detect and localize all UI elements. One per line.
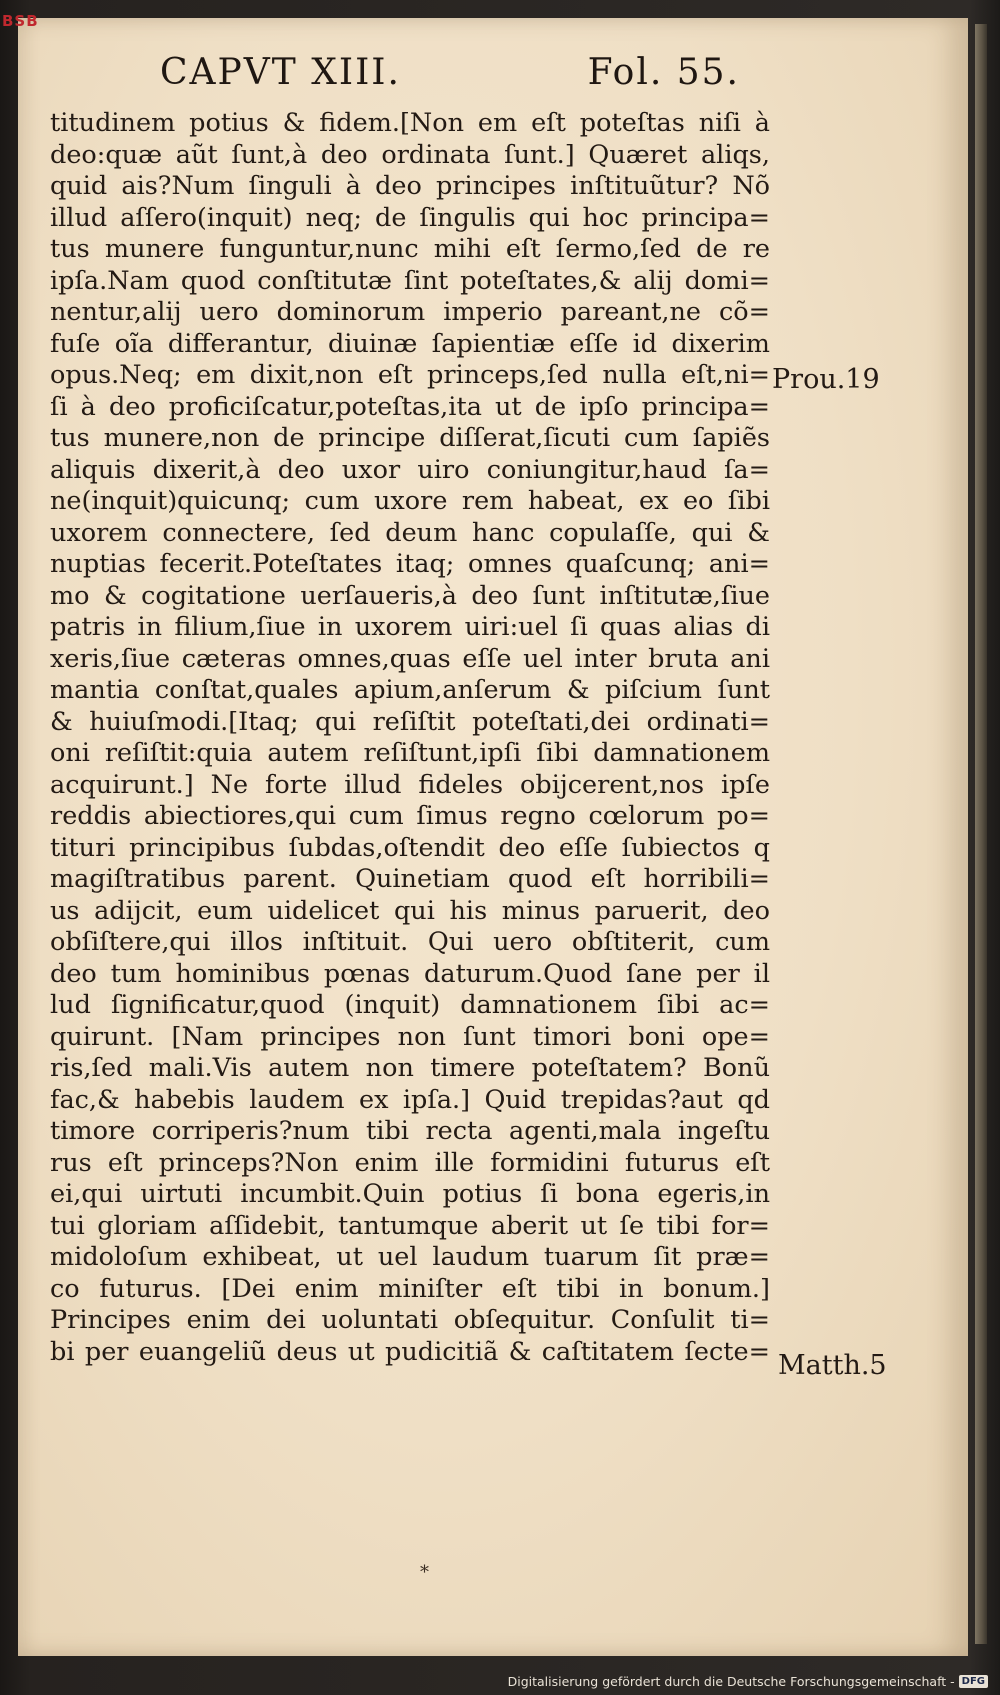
text-line: & huiuſmodi.[Itaq; qui reſiſtit poteſtati,dei ordinati= (50, 706, 770, 737)
text-line: titudinem potius & fidem.[Non em eſt poteſtas niſi à (50, 108, 770, 138)
text-line: fac,& habebis laudem ex ipſa.] Quid trepidas?aut qd (50, 1084, 770, 1115)
footer-text: Digitalisierung gefördert durch die Deutsche Forschungsgemeinschaft - (507, 1673, 955, 1689)
text-line: nuptias fecerit.Poteſtates itaq; omnes quaſcunq; ani= (50, 549, 770, 579)
page-edge (975, 24, 987, 1644)
text-line: midoloſum exhibeat, ut uel laudum tuarum ſit præ= (50, 1242, 770, 1272)
dfg-logo: DFG (959, 1675, 988, 1688)
text-line: quid ais?Num ſinguli à deo principes inſtituũtur? Nõ (50, 171, 770, 201)
text-line: timore corriperis?num tibi recta agenti,mala ingeſtu (50, 1116, 770, 1146)
text-line: illud aſſero(inquit) neq; de ſingulis qui hoc principa= (50, 202, 770, 233)
text-line: aliquis dixerit,à deo uxor uiro coniungitur,haud ſa= (50, 454, 770, 485)
text-line: patris in filium,ſiue in uxorem uiri:uel ſi quas alias di (50, 612, 770, 642)
text-line: ne(inquit)quicunq; cum uxore rem habeat, ex eo ſibi (50, 486, 770, 516)
text-line: tus munere,non de principe diſſerat,ſicuti cum ſapiẽs (50, 423, 770, 453)
text-line: quirunt. [Nam principes non ſunt timori boni ope= (50, 1021, 770, 1052)
text-line: rus eſt princeps?Non enim ille formidini futurus eſt (50, 1147, 770, 1178)
text-line: mo & cogitatione uerſaueris,à deo ſunt inſtitutæ,ſiue (50, 580, 770, 611)
text-line: us adijcit, eum uidelicet qui his minus paruerit, deo (50, 895, 770, 926)
text-line: xeris,ſiue cæteras omnes,quas eſſe uel inter bruta ani (50, 643, 770, 674)
text-line: magiſtratibus parent. Quinetiam quod eſt horribili= (50, 864, 770, 894)
body-text (50, 108, 770, 1368)
library-mark: BSB (2, 12, 39, 30)
header-chapter: CAPVT XIII. (160, 52, 401, 93)
text-line: deo tum hominibus pœnas daturum.Quod ſane per il (50, 958, 770, 989)
text-line: tus munere funguntur,nunc mihi eſt ſermo,ſed de re (50, 234, 770, 264)
text-line: opus.Neq; em dixit,non eſt princeps,ſed nulla eſt,ni= (50, 360, 770, 390)
text-line: ſi à deo proficiſcatur,poteſtas,ita ut de ipſo principa= (50, 391, 770, 422)
text-line: Principes enim dei uoluntati obſequitur. Conſulit ti= (50, 1305, 770, 1335)
text-line: fuſe oĩa differantur, diuinæ ſapientiæ eſſe id dixerim (50, 328, 770, 359)
catchmark: * (420, 1562, 429, 1583)
text-line: deo:quæ aũt ſunt,à deo ordinata ſunt.] Quæret aliqs, (50, 139, 770, 170)
text-line: ei,qui uirtuti incumbit.Quin potius ſi bona egeris,in (50, 1179, 770, 1209)
text-line: oni reſiſtit:quia autem reſiſtunt,ipſi ſibi damnationem (50, 738, 770, 768)
text-line: acquirunt.] Ne forte illud fideles obijcerent,nos ipſe (50, 769, 770, 800)
text-line: ipſa.Nam quod conſtitutæ ſint poteſtates,& alij domi= (50, 265, 770, 296)
text-line: bi per euangeliũ deus ut pudicitiã & caſtitatem ſecte= (50, 1336, 770, 1367)
footer-credit (508, 1671, 988, 1691)
text-line: tituri principibus ſubdas,oſtendit deo eſſe ſubiectos q (50, 832, 770, 863)
text-line: mantia conſtat,quales apium,anſerum & piſcium ſunt (50, 675, 770, 705)
text-line: co futurus. [Dei enim miniſter eſt tibi in bonum.] (50, 1273, 770, 1304)
running-header (160, 52, 740, 98)
text-line: lud ſignificatur,quod (inquit) damnationem ſibi ac= (50, 990, 770, 1020)
text-line: obſiſtere,qui illos inſtituit. Qui uero obſtiterit, cum (50, 927, 770, 957)
text-line: ris,ſed mali.Vis autem non timere poteſtatem? Bonũ (50, 1053, 770, 1083)
header-folio: Fol. 55. (587, 52, 740, 93)
margin-note: Matth.5 (778, 1350, 887, 1381)
text-line: tui gloriam aſſidebit, tantumque aberit ut ſe tibi for= (50, 1210, 770, 1241)
margin-note: Prou.19 (772, 364, 880, 395)
text-line: uxorem connectere, ſed deum hanc copulaſſe, qui & (50, 517, 770, 548)
text-line: nentur,alij uero dominorum imperio pareant,ne cõ= (50, 297, 770, 327)
text-line: reddis abiectiores,qui cum ſimus regno cœlorum po= (50, 801, 770, 831)
